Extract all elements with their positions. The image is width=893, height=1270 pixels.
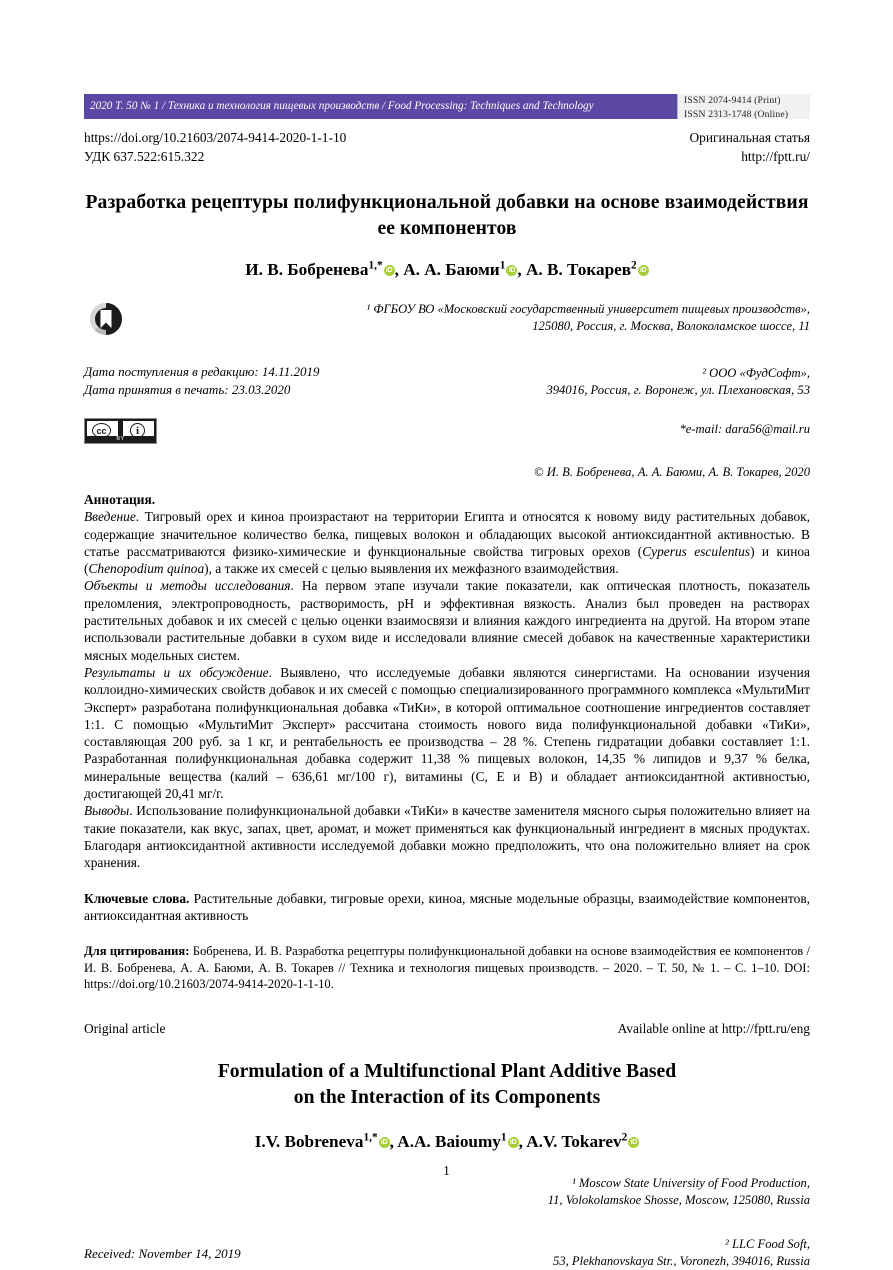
author-separator: , <box>518 1131 527 1151</box>
affiliation-2-line-1: ² ООО «ФудСофт», <box>702 366 810 380</box>
identifier-left <box>84 128 346 166</box>
abstract-conclusions-text: . Использование полифункциональной добавки «ТиКи» в качестве заменителя мясного сырья положительно влияет на такие показатели, как вкус, запах, цвет, аромат, и может применяться как функциональный ингредиент в мясных продуктах. Благодаря антиоксидантной активности исследуемой добавки можно предположить, что она положительно влияет на срок хранения. <box>84 803 810 871</box>
page-content <box>84 0 810 1270</box>
title-en-line-1: Formulation of a Multifunctional Plant Additive Based <box>217 1060 677 1082</box>
author-affiliation-marker: 2 <box>621 1131 628 1144</box>
keywords-text: Растительные добавки, тигровые орехи, киноа, мясные модельные образцы, взаимодействие компонентов, антиоксидантная активность <box>84 890 810 923</box>
page-title-en <box>84 1059 810 1111</box>
abstract-results <box>84 664 810 802</box>
abstract-introduction-text: . Тигровый орех и киноа произрастают на территории Египта и относятся к новому виду растительных добавок, содержащие значительное количество белка, пищевых волокон и обладающих высокой антиоксидантной активностью. В статье рассматриваются физико-химические и функциональные свойства тигровых орехов ( <box>84 509 810 559</box>
abstract-section <box>84 491 810 872</box>
orcid-icon[interactable] <box>506 265 517 276</box>
author-separator: , <box>394 260 404 279</box>
article-type-en: Original article <box>84 1020 166 1036</box>
affiliation-1-ru <box>84 301 810 335</box>
page-number: 1 <box>443 1163 450 1178</box>
article-type-ru: Оригинальная статья <box>689 130 810 145</box>
doi-link[interactable]: https://doi.org/10.21603/2074-9414-2020-1-1-10 <box>84 130 347 145</box>
abstract-introduction-text-2: ) и киноа ( <box>84 543 810 577</box>
author-name: А. В. Токарев <box>525 260 632 279</box>
corresponding-email[interactable]: *e-mail: dara56@mail.ru <box>679 422 810 436</box>
author-separator: , <box>389 1131 398 1151</box>
abstract-conclusions <box>84 802 810 871</box>
english-meta-row <box>84 1021 810 1043</box>
copyright-notice: © И. В. Бобренева, А. А. Баюми, А. В. Токарев, 2020 <box>534 465 810 479</box>
abstract-conclusions-label: Выводы <box>84 803 130 819</box>
author-affiliation-marker: 1,* <box>368 259 383 272</box>
affiliation-1-en-line-1: ¹ Moscow State University of Food Production, <box>571 1175 810 1190</box>
identifier-right <box>690 128 811 166</box>
affiliation-2-en-line-1: ² LLC Food Soft, <box>725 1236 810 1251</box>
title-en-line-2: on the Interaction of its Components <box>293 1086 601 1108</box>
orcid-icon[interactable] <box>508 1137 519 1148</box>
author-affiliation-marker: 2 <box>631 259 637 272</box>
abstract-heading: Аннотация. <box>84 492 156 507</box>
abstract-results-text: . Выявлено, что исследуемые добавки являются синергистами. На основании изучения коллоидно-химических свойств добавок и их смесей с помощью специализированного программного комплекса «МультиМит Эксперт» разработана полифункциональная добавка «ТиКи», в которой оптимальное соотношение ингредиентов составляет 1:1. С помощью «МультиМит Эксперт» рассчитана стоимость нового вида полифункциональной добавки «ТиКи», составляющая 200 руб. за 1 кг, и рентабельность ее производства – 28 %. Степень гидратации добавки составляет 1:1. Разработанная полифункциональная добавка содержит 11,38 % пищевых волокон, 14,35 % липидов и 9,37 % белка, минеральные вещества (калий – 636,61 мг/100 г), витамины (С, Е и В) и обладает антиоксидантной активностью, достигающей 20,41 мг/г. <box>84 664 810 802</box>
cc-license-badge[interactable] <box>84 418 157 444</box>
species-name-2: Chenopodium quinoa <box>88 561 205 577</box>
species-name-1: Cyperus esculentus <box>642 543 751 559</box>
authors-ru <box>84 258 810 281</box>
abstract-methods-text: . На первом этапе изучали такие показатели, как оптическая плотность, показатель преломления, электропроводность, растворимость, pH и эффективная вязкость. Анализ был проведен на растворах растительных добавок и их смесей с целью оценки взаимосвязи и влияния каждого ингредиента на другой. На втором этапе использовали растительные добавки в сухом виде и исследовали влияние смесей добавок на качественные характеристики мясных модельных систем. <box>84 578 810 663</box>
author-affiliation-marker: 1 <box>500 1131 507 1144</box>
cc-by-label: BY <box>116 436 125 442</box>
submission-dates <box>84 363 319 399</box>
citation-section <box>84 943 810 993</box>
crossmark-logo-icon[interactable] <box>88 301 124 337</box>
availability-link-en[interactable]: Available online at http://fptt.ru/eng <box>617 1020 810 1036</box>
keywords-label: Ключевые слова. <box>84 890 190 906</box>
abstract-methods <box>84 577 810 663</box>
author-name: A.A. Baioumy <box>397 1131 501 1151</box>
orcid-icon[interactable] <box>379 1137 390 1148</box>
abstract-introduction-label: Введение <box>84 509 136 525</box>
issn-online: ISSN 2313-1748 (Online) <box>684 108 789 119</box>
creative-commons-icon: cc <box>92 423 111 438</box>
date-received-en: Received: November 14, 2019 <box>84 1245 241 1261</box>
running-head-text: 2020 Т. 50 № 1 / Техника и технология пищевых производств / Food Processing: Techniques and Technology <box>90 100 594 112</box>
author-name: И. В. Бобренева <box>245 260 369 279</box>
journal-url-ru[interactable]: http://fptt.ru/ <box>741 149 810 164</box>
affiliation-1-line-2: 125080, Россия, г. Москва, Волоколамское шоссе, 11 <box>532 319 810 333</box>
orcid-icon[interactable] <box>384 265 395 276</box>
page-title-ru: Разработка рецептуры полифункциональной добавки на основе взаимодействия ее компонентов <box>85 192 809 239</box>
identifier-row <box>84 128 810 168</box>
author-name: A.V. Tokarev <box>526 1131 622 1151</box>
orcid-icon[interactable] <box>628 1137 639 1148</box>
keywords-section <box>84 890 810 925</box>
affiliation-block-en <box>84 1175 810 1270</box>
issn-print: ISSN 2074-9414 (Print) <box>684 95 781 106</box>
orcid-icon[interactable] <box>638 265 649 276</box>
affiliation-1-en <box>84 1175 810 1209</box>
attribution-person-icon: i <box>130 423 145 438</box>
affiliation-2-line-2: 394016, Россия, г. Воронеж, ул. Плехановская, 53 <box>546 383 810 397</box>
affiliation-block-ru <box>84 301 810 481</box>
running-head-bar <box>84 94 810 119</box>
author-name: I.V. Bobreneva <box>254 1131 364 1151</box>
udk-code: УДК 637.522:615.322 <box>84 149 205 164</box>
date-accepted-ru: Дата принятия в печать: 23.03.2020 <box>84 382 291 397</box>
abstract-results-label: Результаты и их обсуждение <box>84 664 269 680</box>
author-name: А. А. Баюми <box>403 260 500 279</box>
affiliation-1-line-1: ¹ ФГБОУ ВО «Московский государственный университет пищевых производств», <box>366 302 810 316</box>
affiliation-2-en-line-2: 53, Plekhanovskaya Str., Voronezh, 394016, Russia <box>553 1253 810 1268</box>
author-affiliation-marker: 1 <box>499 259 506 272</box>
abstract-introduction-text-3: ), а также их смесей с целью выявления их межфазного взаимодействия. <box>204 561 619 577</box>
citation-text: Бобренева, И. В. Разработка рецептуры полифункциональной добавки на основе взаимодействия ее компонентов / И. В. Бобренева, А. А. Баюми, А. В. Токарев // Техника и технология пищевых производств. – 2020. – Т. 50, № 1. – С. 1–10. DOI: https://doi.org/10.21603/2074-9414-2020-1-1-10. <box>84 944 810 992</box>
date-received-ru: Дата поступления в редакцию: 14.11.2019 <box>84 364 320 379</box>
authors-en <box>84 1130 810 1153</box>
affiliation-1-en-line-2: 11, Volokolamskoe Shosse, Moscow, 125080, Russia <box>547 1192 810 1207</box>
abstract-methods-label: Объекты и методы исследования <box>84 578 291 594</box>
author-affiliation-marker: 1,* <box>363 1131 378 1144</box>
author-separator: , <box>517 260 526 279</box>
issn-box <box>677 94 810 119</box>
citation-label: Для цитирования: <box>84 944 190 959</box>
abstract-introduction <box>84 508 810 577</box>
